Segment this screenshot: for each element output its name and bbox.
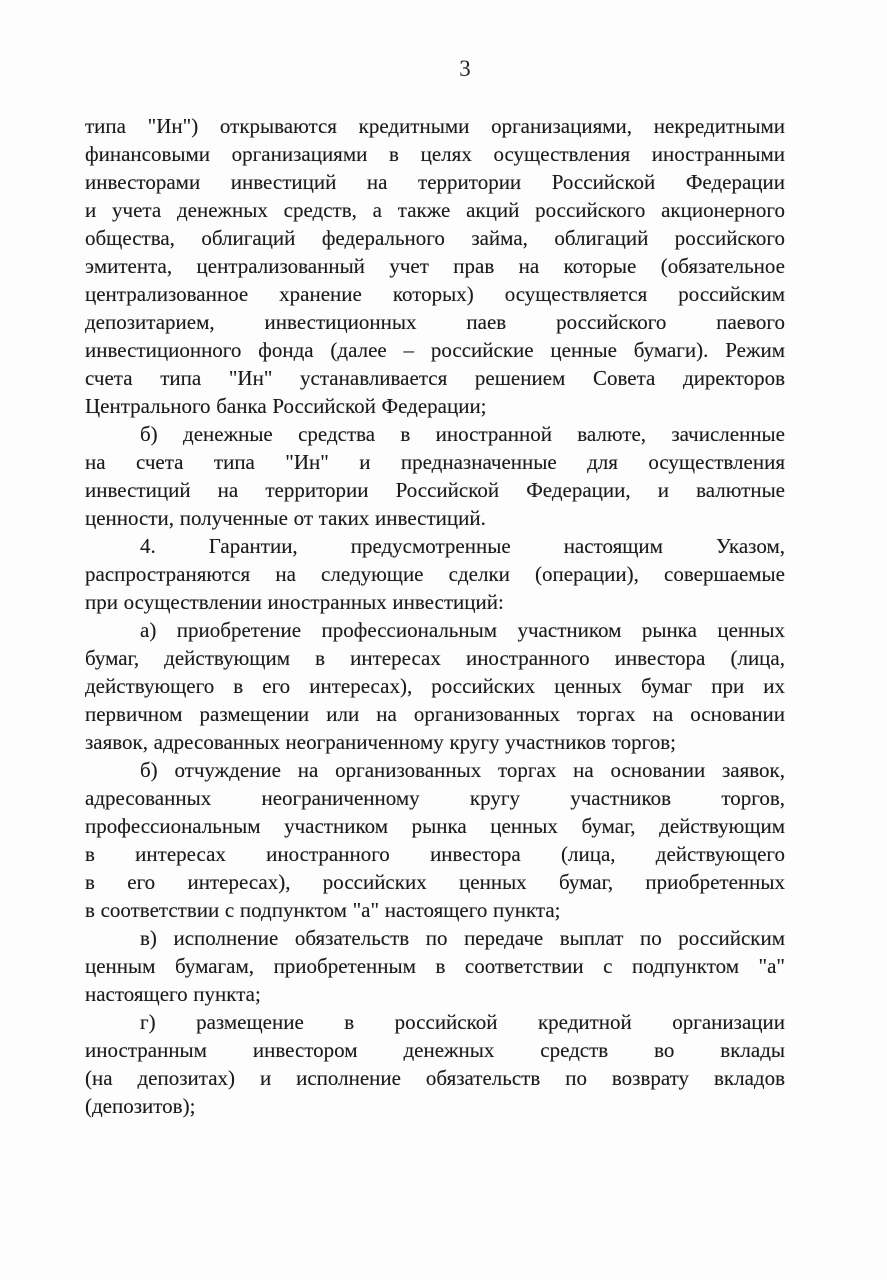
text-line: распространяются на следующие сделки (операции), совершаемые bbox=[85, 562, 785, 586]
paragraph bbox=[85, 1008, 785, 1120]
text-line: счета типа "Ин" устанавливается решением Совета директоров bbox=[85, 366, 785, 390]
text-line: финансовыми организациями в целях осуществления иностранными bbox=[85, 142, 785, 166]
text-line: адресованных неограниченному кругу участников торгов, bbox=[85, 786, 785, 810]
text-line: централизованное хранение которых) осуществляется российским bbox=[85, 282, 785, 306]
paragraph bbox=[85, 112, 785, 420]
text-line: б) отчуждение на организованных торгах на основании заявок, bbox=[140, 758, 785, 782]
text-line: инвестиций на территории Российской Федерации, и валютные bbox=[85, 478, 785, 502]
text-line: Центрального банка Российской Федерации; bbox=[85, 394, 487, 418]
text-line: общества, облигаций федерального займа, облигаций российского bbox=[85, 226, 785, 250]
text-line: 4. Гарантии, предусмотренные настоящим Указом, bbox=[140, 534, 785, 558]
paragraph bbox=[85, 420, 785, 532]
paragraph bbox=[85, 616, 785, 756]
text-line: ценности, полученные от таких инвестиций. bbox=[85, 506, 486, 530]
text-line: действующего в его интересах), российских ценных бумаг при их bbox=[85, 674, 785, 698]
document-body bbox=[85, 112, 785, 1120]
text-line: иностранным инвестором денежных средств во вклады bbox=[85, 1038, 785, 1062]
text-line: при осуществлении иностранных инвестиций: bbox=[85, 590, 504, 614]
text-line: в соответствии с подпунктом "а" настоящего пункта; bbox=[85, 898, 561, 922]
text-line: в его интересах), российских ценных бумаг, приобретенных bbox=[85, 870, 785, 894]
text-line: б) денежные средства в иностранной валюте, зачисленные bbox=[140, 422, 785, 446]
text-line: (депозитов); bbox=[85, 1094, 196, 1118]
text-line: заявок, адресованных неограниченному кругу участников торгов; bbox=[85, 730, 676, 754]
text-line: депозитарием, инвестиционных паев российского паевого bbox=[85, 310, 785, 334]
text-line: а) приобретение профессиональным участником рынка ценных bbox=[140, 618, 785, 642]
text-line: инвестиционного фонда (далее – российские ценные бумаги). Режим bbox=[85, 338, 785, 362]
text-line: бумаг, действующим в интересах иностранного инвестора (лица, bbox=[85, 646, 785, 670]
paragraph bbox=[85, 924, 785, 1008]
text-line: в) исполнение обязательств по передаче выплат по российским bbox=[140, 926, 785, 950]
text-line: ценным бумагам, приобретенным в соответствии с подпунктом "а" bbox=[85, 954, 785, 978]
text-line: эмитента, централизованный учет прав на которые (обязательное bbox=[85, 254, 785, 278]
page-number: 3 bbox=[459, 56, 471, 81]
paragraph bbox=[85, 532, 785, 616]
paragraph bbox=[85, 756, 785, 924]
text-line: (на депозитах) и исполнение обязательств по возврату вкладов bbox=[85, 1066, 785, 1090]
text-line: инвесторами инвестиций на территории Российской Федерации bbox=[85, 170, 785, 194]
text-line: типа "Ин") открываются кредитными организациями, некредитными bbox=[85, 114, 785, 138]
text-line: в интересах иностранного инвестора (лица, действующего bbox=[85, 842, 785, 866]
text-line: профессиональным участником рынка ценных бумаг, действующим bbox=[85, 814, 785, 838]
text-line: первичном размещении или на организованных торгах на основании bbox=[85, 702, 785, 726]
text-line: настоящего пункта; bbox=[85, 982, 261, 1006]
text-line: г) размещение в российской кредитной организации bbox=[140, 1010, 785, 1034]
text-line: и учета денежных средств, а также акций российского акционерного bbox=[85, 198, 785, 222]
text-line: на счета типа "Ин" и предназначенные для осуществления bbox=[85, 450, 785, 474]
